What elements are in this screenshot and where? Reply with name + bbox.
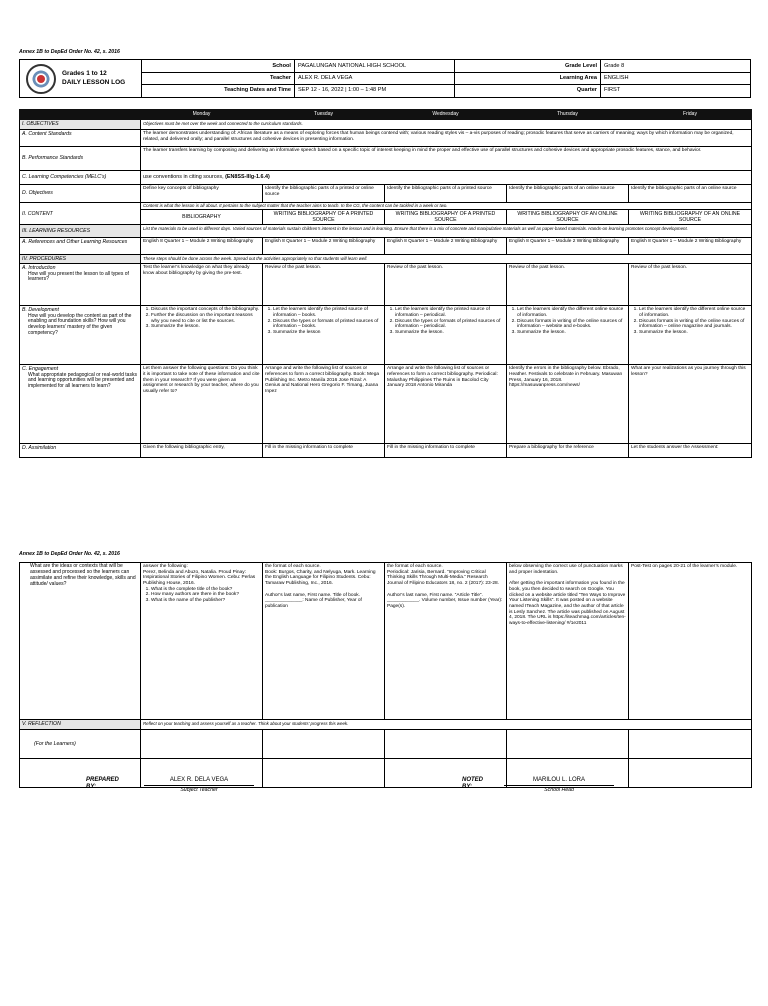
assimilation-monday-intro: answer the following: <box>143 564 188 569</box>
list-item: 1. What is the complete title of the book? <box>151 587 260 593</box>
area-value: ENGLISH <box>604 75 629 81</box>
competencies-text <box>141 171 752 185</box>
grade-value: Grade 8 <box>604 63 625 69</box>
reflection-extra-friday <box>629 759 752 788</box>
assimilation-monday-entry: Perez, Belinda and Abuzo, Natalia. Proud Pinay: Inspirational Stories of Filipino Women. Cebu: Perlas Publishing House, 2016. <box>143 569 256 586</box>
reference-monday: English 8 Quarter 1 – Module 2 Writing Bibliography <box>141 238 263 255</box>
reflection-extra-wednesday <box>385 759 507 788</box>
content-tuesday: WRITING BIBLIOGRAPHY OF A PRINTED SOURCE <box>263 210 385 225</box>
content-monday: BIBLIOGRAPHY <box>141 210 263 225</box>
prepared-by-role: Subject Teacher <box>180 787 218 793</box>
content-note: Content is what the lesson is all about. It pertains to the subject matter that the teacher aims to teach. In the CG, the content can be tackled in a week or two. <box>141 203 752 210</box>
list-item: 3. What is the name of the publisher? <box>151 598 260 604</box>
lesson-log-table-page1 <box>19 109 752 458</box>
noted-by-label: NOTED BY: <box>462 777 483 791</box>
school-value: PAGALUNGAN NATIONAL HIGH SCHOOL <box>298 63 407 69</box>
title-line-2: DAILY LESSON LOG <box>62 78 126 86</box>
performance-standards-label: B. Performance Standards <box>20 147 141 171</box>
development-monday <box>141 306 263 365</box>
list-item: 3. Summarize the lesson. <box>517 330 626 336</box>
dates-value: SEP 12 - 16, 2022 | 1:00 – 1:48 PM <box>298 87 387 93</box>
objective-tuesday: Identify the bibliographic parts of a printed or online source <box>263 185 385 203</box>
assimilation-tuesday <box>263 563 385 720</box>
objectives-d-label: D. Objectives <box>20 185 141 203</box>
objective-monday: Define key concepts of bibliography <box>141 185 263 203</box>
reflection-extra-label <box>20 759 141 788</box>
development-cell <box>20 306 141 365</box>
introduction-label: A. Introduction <box>22 265 56 272</box>
assimilation-label: D. Assimilation <box>20 444 141 458</box>
list-item: 3. Summarize the lesson. <box>639 330 749 336</box>
content-wednesday: WRITING BIBLIOGRAPHY OF A PRINTED SOURCE <box>385 210 507 225</box>
day-tuesday: Tuesday <box>263 110 385 120</box>
reflection-thursday <box>507 730 629 759</box>
introduction-question: How will you present the lesson to all types of learners? <box>28 270 129 283</box>
day-wednesday: Wednesday <box>385 110 507 120</box>
list-item: 1. Let the learners identify the different online source of information. <box>517 307 626 318</box>
assimilation-wednesday-intro: the format of each source. <box>387 564 443 569</box>
resources-label: III. LEARNING RESOURCES <box>20 225 141 238</box>
objective-thursday: Identify the bibliographic parts of an online source <box>507 185 629 203</box>
development-thursday <box>507 306 629 365</box>
introduction-cell <box>20 264 141 306</box>
deped-seal-icon <box>26 64 56 94</box>
engagement-monday: Let them answer the following questions: Do you think it is important to take note of these information and cite them in your research? If you were given an assignment or research by your teacher, where do you usually refer to? <box>141 365 263 444</box>
reference-friday: English 8 Quarter 1 – Module 2 Writing Bibliography <box>629 238 752 255</box>
assimilation-wednesday <box>385 563 507 720</box>
assimilation-tuesday-format: Author’s last name, First name. Title of book. ______________: Name of Publisher, Year of publication <box>265 592 362 609</box>
day-header-row <box>20 110 752 120</box>
assimilation-monday-top: Given the following bibliographic entry, <box>141 444 263 458</box>
blank-cell <box>20 110 141 120</box>
reference-thursday: English 8 Quarter 1 – Module 2 Writing Bibliography <box>507 238 629 255</box>
list-item: 1. Let the learners identify the different online source of information. <box>639 307 749 318</box>
development-question: How will you develop the content as part of the enabling and foundation skills? How will you develop learners’ mastery of the given competency? <box>28 312 132 337</box>
objective-friday: Identify the bibliographic parts of an online source <box>629 185 752 203</box>
assimilation-wednesday-top: Fill in the missing information to complete <box>385 444 507 458</box>
teacher-label: Teacher <box>269 75 291 81</box>
title-line-1: Grades 1 to 12 <box>62 70 107 77</box>
reflection-note: Reflect on your teaching and assess yourself as a teacher. Think about your students’ progress this week. <box>141 720 752 730</box>
reference-tuesday: English 8 Quarter 1 – Module 2 Writing Bibliography <box>263 238 385 255</box>
lesson-log-header <box>19 59 751 98</box>
competency-text: use conventions in citing sources, <box>143 174 226 181</box>
list-item: 3. Summarize the lesson. <box>395 330 504 336</box>
development-friday <box>629 306 752 365</box>
reflection-wednesday <box>385 730 507 759</box>
competencies-label: C. Learning Competencies (MELC’s) <box>20 171 141 185</box>
resources-note: List the materials to be used in different days. Varied sources of materials sustain children’s interest in the lesson and in learning. Ensure that there is a mix of concrete and manipulative materials as well as paper-based materials. Hands-on learning promotes concept development. <box>141 225 752 238</box>
reflection-extra-tuesday <box>263 759 385 788</box>
engagement-cell <box>20 365 141 444</box>
content-friday: WRITING BIBLIOGRAPHY OF AN ONLINE SOURCE <box>629 210 752 225</box>
list-item: 2. Discuss the types or formats of printed sources of information – periodical. <box>395 319 504 330</box>
content-label: II. CONTENT <box>20 203 141 225</box>
lesson-log-table-page2 <box>19 562 752 788</box>
list-item: 2. Further the discussion on the important reasons why you need to cite or list the sources. <box>151 313 260 324</box>
references-label: A. References and Other Learning Resources <box>20 238 141 255</box>
reflection-monday <box>141 730 263 759</box>
list-item: 2. Discuss formats in writing of the online sources of information – online magazine and journals. <box>639 319 749 330</box>
quarter-value: FIRST <box>604 87 621 93</box>
reference-wednesday: English 8 Quarter 1 – Module 2 Writing Bibliography <box>385 238 507 255</box>
assimilation-question: What are the ideas or contexts that will be assessed and processed so the learners can assimilate and refine their knowledge, skills and attitude/ values? <box>20 563 141 720</box>
introduction-tuesday: Review of the past lesson. <box>263 264 385 306</box>
list-item: 1. Discuss the important concepts of the bibliography. <box>151 307 260 313</box>
assimilation-monday <box>141 563 263 720</box>
annex-label-page2: Annex 1B to DepEd Order No. 42, s. 2016 <box>19 551 120 557</box>
list-item: 3. Summarize the lesson <box>273 330 382 336</box>
for-learners-label: (For the Learners) <box>20 730 141 759</box>
quarter-label: Quarter <box>576 87 597 93</box>
area-label: Learning Area <box>559 75 597 81</box>
objectives-label: I. OBJECTIVES <box>20 120 141 130</box>
engagement-friday: What are your realizations as you journey through this lesson? <box>629 365 752 444</box>
assimilation-wednesday-format: Author’s last name, First name. “Article Title”. ____________. Volume number, Issue number (Year): Page(s). <box>387 592 503 609</box>
list-item: 2. How many authors are there in the book? <box>151 592 260 598</box>
log-title <box>62 70 125 88</box>
introduction-wednesday: Review of the past lesson. <box>385 264 507 306</box>
prepared-by-label: PREPARED BY: <box>86 777 119 791</box>
day-friday: Friday <box>629 110 752 120</box>
assimilation-thursday-intro: below observing the correct use of punctuation marks and proper indentation. <box>509 564 623 575</box>
procedures-note: These steps should be done across the week. Spread out the activities appropriately so that students will learn well. <box>141 255 752 264</box>
prepared-by-name: ALEX R. DELA VEGA <box>144 777 254 786</box>
engagement-question: What appropriate pedagogical or real-world tasks and learning opportunities will be presented and implemented for all learners to learn? <box>28 371 137 390</box>
assimilation-wednesday-source: Periodical: Jarisia, Bernard. “Improving Critical Thinking Skills Through Multi-Media.” Research Journal of Filipino Educators 18, no. 2 (2017): 23-28. <box>387 569 499 586</box>
assimilation-friday-top: Let the students answer the Assessment: <box>629 444 752 458</box>
list-item: 2. Discuss the types or formats of printed sources of information – books. <box>273 319 382 330</box>
dates-label: Teaching Dates and Time <box>224 87 291 93</box>
day-thursday: Thursday <box>507 110 629 120</box>
engagement-wednesday: Arrange and write the following list of sources or references to form a correct bibliography. Periodical: Malushay Philippines The Ruins in Bacolod City January 2018 Antonio Miranda <box>385 365 507 444</box>
assimilation-thursday-task: After getting the important information you found in the book, you then decided to search on Google. You clicked on a website article titled “Ten Ways to Improve Your Listening Skills”. It was posted on a website named ITeach Magazine, and the author of that article is Lesly Sanchez. The article was published on August 4, 2018. The URL is https://iteachmag.com/articles/ten-ways-to-effective-listening/ #/1e2011 <box>509 581 626 626</box>
reflection-label: V. REFLECTION <box>20 720 141 730</box>
assimilation-thursday <box>507 563 629 720</box>
competency-code: (EN8SS-IIIg-1.6.4) <box>225 174 270 181</box>
school-label: School <box>272 63 291 69</box>
development-tuesday <box>263 306 385 365</box>
introduction-friday: Review of the past lesson. <box>629 264 752 306</box>
noted-by-role: School Head <box>544 787 574 793</box>
development-wednesday <box>385 306 507 365</box>
assimilation-friday <box>629 563 752 720</box>
assimilation-tuesday-intro: the format of each source. <box>265 564 321 569</box>
procedures-label: IV. PROCEDURES <box>20 255 141 264</box>
assimilation-tuesday-top: Fill in the missing information to complete <box>263 444 385 458</box>
content-standards-label: A. Content Standards <box>20 130 141 147</box>
content-standards-text: The learner demonstrates understanding of: African literature as a means of exploring forces that human beings contend with; various reading styles vis – a-vis purposes of reading; prosodic features that serve as carriers of meaning; ways by which information may be organized, related, and delivered orally; and parallel structures and cohesive devices in presenting information. <box>141 130 752 147</box>
content-thursday: WRITING BIBLIOGRAPHY OF AN ONLINE SOURCE <box>507 210 629 225</box>
list-item: 2. Discuss formats in writing of the online sources of information – website and e-books. <box>517 319 626 330</box>
annex-label: Annex 1B to DepEd Order No. 42, s. 2016 <box>19 49 120 55</box>
list-item: 3. Summarize the lesson. <box>151 324 260 330</box>
performance-standards-text: The learner transfers learning by composing and delivering an informative speech based on a specific topic of interest keeping in mind the proper and effective use of parallel structures and cohesive devices and appropriate prosodic features, stance, and behavior. <box>141 147 752 171</box>
introduction-monday: Test the learner’s knowledge on what they already know about bibliography by giving the pre-test. <box>141 264 263 306</box>
day-monday: Monday <box>141 110 263 120</box>
reflection-tuesday <box>263 730 385 759</box>
assimilation-tuesday-source: Book: Burgos, Charity, and Nelyuga, Mark. Learning the English Language for Filipino Students. Cebu: Tamaraw Publishing, Inc., 2016. <box>265 569 376 586</box>
list-item: 1. Let the learners identify the printed source of information – periodical. <box>395 307 504 318</box>
noted-by-name: MARILOU L. LORA <box>504 777 614 786</box>
reflection-friday <box>629 730 752 759</box>
development-label: B. Development <box>22 307 59 314</box>
teacher-value: ALEX R. DELA VEGA <box>298 75 353 81</box>
grade-label: Grade Level <box>564 63 597 69</box>
engagement-tuesday: Arrange and write the following list of sources or references to form a correct bibliography. Book: Mega Publishing Inc. Metro Manila 2016 Jose Rizal: A Genius and National Hero Gregorio F. Timang, Juana Inpez <box>263 365 385 444</box>
introduction-thursday: Review of the past lesson. <box>507 264 629 306</box>
list-item: 1. Let the learners identify the printed source of information – books. <box>273 307 382 318</box>
assimilation-thursday-top: Prepare a bibliography for the reference <box>507 444 629 458</box>
engagement-label: C. Engagement <box>22 366 59 373</box>
engagement-thursday: Identify the errors in the bibliography below. Ebrado, Heather. Festivals to celebrate in February. Masuwan Press, January 16, 2018. https://masuwanpress.com/news/ <box>507 365 629 444</box>
objectives-note: Objectives must be met over the week and connected to the curriculum standards. <box>141 120 752 130</box>
objective-wednesday: Identify the bibliographic parts of a printed source <box>385 185 507 203</box>
assimilation-friday-posttest: Post-Test on pages 20-21 of the learner’s module. <box>631 564 738 569</box>
